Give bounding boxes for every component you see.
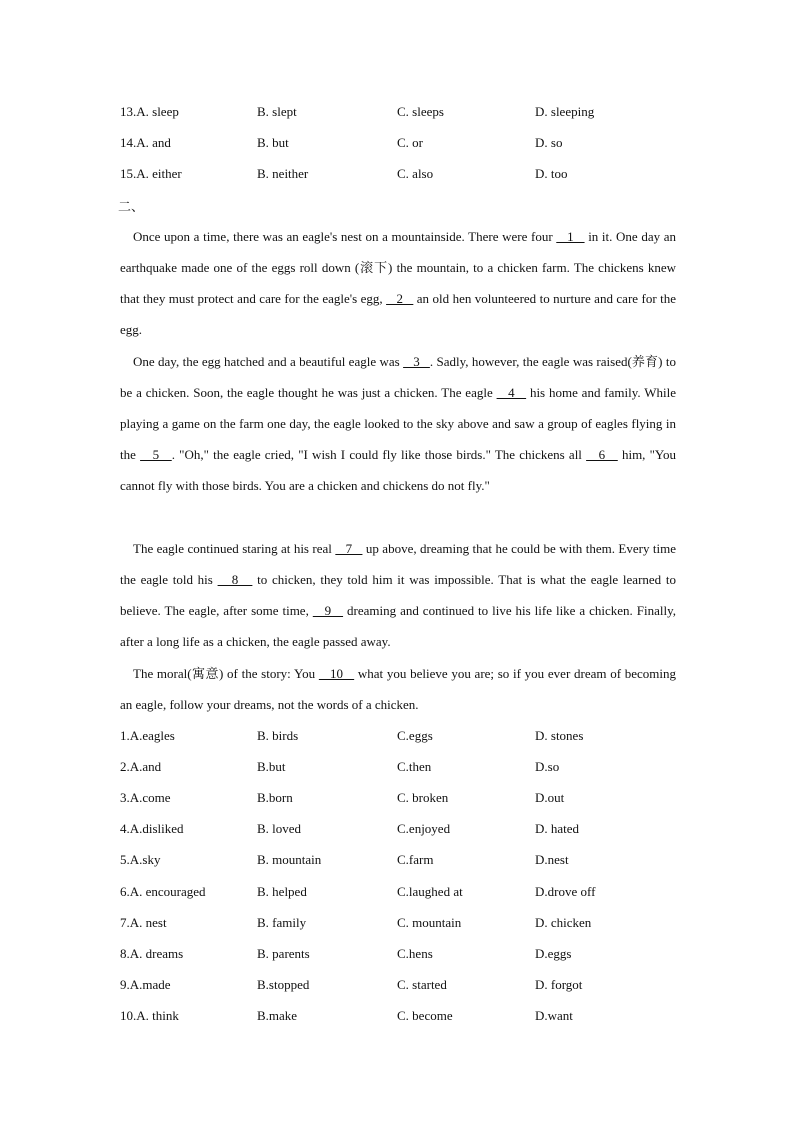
option-b: B. parents	[257, 946, 310, 961]
passage-text: The moral(寓意) of the story: You	[133, 666, 319, 681]
option-b: B.born	[257, 790, 293, 805]
option-b: B. but	[257, 135, 289, 150]
passage-paragraph-4	[120, 658, 676, 720]
passage-text: Once upon a time, there was an eagle's nest on a mountainside. There were four	[133, 229, 557, 244]
blank-1: 1	[556, 229, 585, 244]
passage-text: him, "You cannot fly with those birds. You are a chicken and chickens do not fly."	[120, 447, 677, 493]
option-c: C. become	[397, 1008, 453, 1023]
option-c: C.laughed at	[397, 884, 463, 899]
option-c: C. broken	[397, 790, 449, 805]
blank-7: 7	[335, 541, 363, 556]
option-d: D.nest	[535, 852, 569, 867]
passage-text: his home and family. While playing a game on the farm one day, the eagle looked to the sky above and saw a group of eagles flying in the	[120, 385, 676, 462]
blank-8: 8	[217, 572, 253, 587]
option-b: B. loved	[257, 821, 302, 836]
option-a: 5.A.sky	[120, 852, 161, 867]
option-c: C.farm	[397, 852, 434, 867]
blank-3: 3	[403, 354, 430, 369]
option-b: B.make	[257, 1008, 298, 1023]
option-a: 1.A.eagles	[120, 728, 175, 743]
option-d: D.so	[535, 759, 560, 774]
option-a: 10.A. think	[120, 1008, 179, 1023]
option-b: B. family	[257, 915, 307, 930]
option-a: 8.A. dreams	[120, 946, 184, 961]
option-d: D.out	[535, 790, 565, 805]
question-row-7	[120, 913, 680, 933]
option-b: B. slept	[257, 104, 297, 119]
option-d: D. so	[535, 135, 563, 150]
question-row-4	[120, 819, 680, 839]
question-row-8	[120, 944, 680, 964]
option-a: 7.A. nest	[120, 915, 167, 930]
passage-text: in it. One day an earthquake made one of the eggs roll down (滚下) the mountain, to a chicken farm. The chickens knew that they must protect and care for the eagle's egg,	[120, 229, 676, 306]
option-c: C. mountain	[397, 915, 462, 930]
option-a: 4.A.disliked	[120, 821, 184, 836]
passage-text: an old hen volunteered to nurture and care for the egg.	[120, 291, 676, 337]
passage-paragraph-2	[120, 346, 676, 501]
option-c: C. started	[397, 977, 447, 992]
section-heading: 二、	[118, 199, 145, 214]
option-d: D.eggs	[535, 946, 572, 961]
passage-text: . Sadly, however, the eagle was raised(养育) to be a chicken. Soon, the eagle thought he was just a chicken. The eagle	[120, 354, 677, 400]
blank-10: 10	[318, 666, 355, 681]
option-d: D. too	[535, 166, 568, 181]
option-a: 9.A.made	[120, 977, 171, 992]
option-b: B. mountain	[257, 852, 322, 867]
option-c: C. also	[397, 166, 434, 181]
option-row-14	[120, 133, 680, 153]
option-c: C. or	[397, 135, 423, 150]
passage-text: what you believe you are; so if you ever dream of becoming an eagle, follow your dreams, not the words of a chicken.	[120, 666, 677, 712]
question-row-6	[120, 882, 680, 902]
question-row-5	[120, 850, 680, 870]
option-a: 15.A. either	[120, 166, 182, 181]
option-c: C.then	[397, 759, 432, 774]
option-a: 14.A. and	[120, 135, 171, 150]
passage-paragraph-1	[120, 221, 676, 345]
option-d: D. sleeping	[535, 104, 595, 119]
option-a: 3.A.come	[120, 790, 171, 805]
option-b: B.stopped	[257, 977, 310, 992]
question-row-3	[120, 788, 680, 808]
passage-text: . "Oh," the eagle cried, "I wish I could fly like those birds." The chickens all	[171, 447, 587, 462]
passage-text: to chicken, they told him it was impossible. That is what the eagle learned to believe. The eagle, after some time,	[120, 572, 676, 618]
option-c: C.hens	[397, 946, 433, 961]
question-row-1	[120, 726, 680, 746]
option-b: B. helped	[257, 884, 307, 899]
passage-text: up above, dreaming that he could be with them. Every time the eagle told his	[120, 541, 676, 587]
option-d: D.want	[535, 1008, 573, 1023]
option-row-13	[120, 102, 680, 122]
passage-text: dreaming and continued to live his life like a chicken. Finally, after a long life as a chicken, the eagle passed away.	[120, 603, 677, 649]
option-d: D. stones	[535, 728, 584, 743]
option-c: C.eggs	[397, 728, 433, 743]
option-d: D.drove off	[535, 884, 596, 899]
passage-text: The eagle continued staring at his real	[133, 541, 336, 556]
blank-4: 4	[496, 385, 527, 400]
option-row-15	[120, 164, 680, 184]
option-b: B.but	[257, 759, 286, 774]
option-a: 2.A.and	[120, 759, 162, 774]
blank-9: 9	[312, 603, 344, 618]
option-c: C. sleeps	[397, 104, 444, 119]
option-a: 13.A. sleep	[120, 104, 179, 119]
question-row-10	[120, 1006, 680, 1026]
option-d: D. chicken	[535, 915, 592, 930]
passage-paragraph-3	[120, 533, 676, 657]
question-row-9	[120, 975, 680, 995]
option-c: C.enjoyed	[397, 821, 451, 836]
blank-2: 2	[386, 291, 414, 306]
passage-text: One day, the egg hatched and a beautiful eagle was	[133, 354, 404, 369]
option-b: B. neither	[257, 166, 309, 181]
blank-6: 6	[586, 447, 618, 462]
option-d: D. hated	[535, 821, 580, 836]
blank-5: 5	[140, 447, 172, 462]
option-b: B. birds	[257, 728, 299, 743]
option-d: D. forgot	[535, 977, 583, 992]
option-a: 6.A. encouraged	[120, 884, 206, 899]
question-row-2	[120, 757, 680, 777]
